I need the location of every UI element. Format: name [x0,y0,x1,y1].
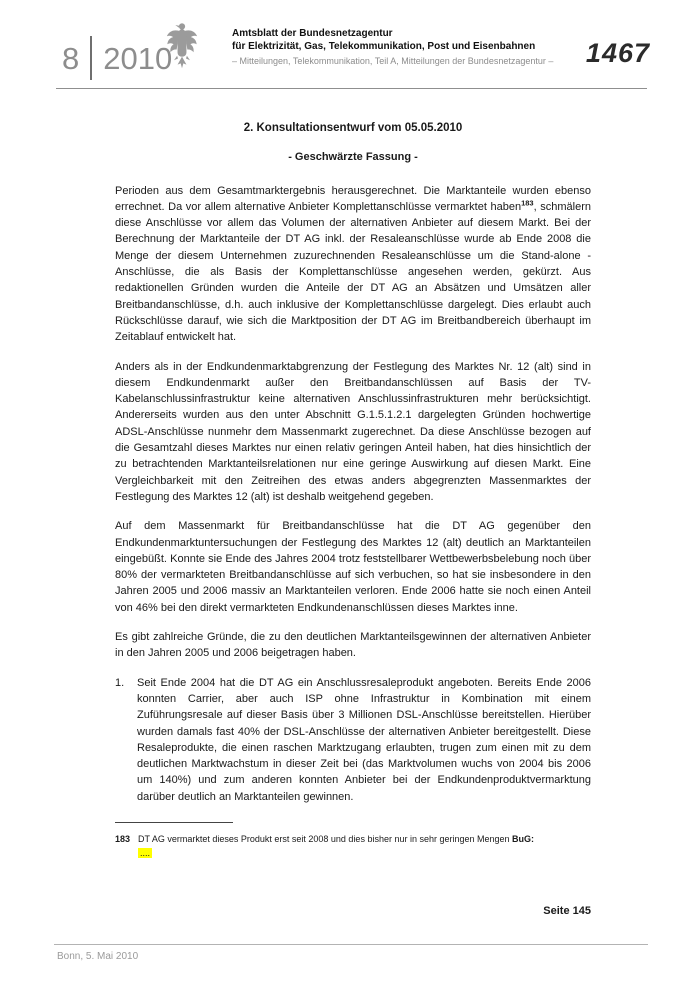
list-item-number: 1. [115,676,125,689]
paragraph-3: Auf dem Massenmarkt für Breitbandanschlüsse hat die DT AG gegenüber den Endkundenmarktuntersuchungen der Festlegung des Marktes 12 (alt) deutlich an Marktanteilen eingebüßt. Konnte sie Ende des Jahres 2004 trotz feststellbarer Wettbewerbsbelebung noch über 80% der vermarkteten Breitbandanschlüsse auf sich verbuchen, so hat sie insbesondere in den Jahren 2005 und 2006 massiv an Marktanteilen verloren. Ende 2006 hatte sie noch einen Anteil von 46% bei den direkt vermarkteten Endkundenanschlüssen dieses Marktes inne. [115,520,591,614]
footnote-183 [115,832,591,860]
issue-divider [90,36,92,80]
paragraph-1-text-after-ref: , schmälern diese Anschlüsse vor allem das Volumen der alternativen Anbieter auf diesem Markt. Bei der Berechnung der Marktanteile der DT AG inkl. der Resaleanschlüsse wurde ab Ende 2008 die Menge der diesem Unternehmen zuzurechnenden Resaleanschlüsse um die Stand-alone -Anschlüsse, die als Basis der Komplettanschlüsse angesehen werden, gekürzt. Aus redaktionellen Gründen wurden die Anteile der DT AG an Absätzen und Umsätzen aller Breitbandanschlüsse, d.h. auch inklusive der Komplettanschlüsse dargelegt. Dies erlaubt auch Rückschlüsse darauf, wie sich die Marktposition der DT AG im Breitbandbereich überhaupt im Zeitablauf entwickelt hat. [115,200,591,344]
section-line: – Mitteilungen, Telekommunikation, Teil A, Mitteilungen der Bundesnetzagentur – [232,56,554,66]
footnote-separator-rule [115,822,233,823]
footer-date: Bonn, 5. Mai 2010 [57,951,139,962]
footnote-bold-label: BuG: [512,834,535,844]
agency-title-line1: Amtsblatt der Bundesnetzagentur [232,28,393,39]
footnote-section [115,822,591,860]
paragraph-1-text-before-ref: Perioden aus dem Gesamtmarktergebnis herausgerechnet. Die Marktanteile wurden ebenso errechnet. Da vor allem alternative Anbieter Komplettanschlüsse vermarktet haben [115,184,591,213]
document-body [115,120,591,805]
footnote-number: 183 [115,834,131,844]
issue-number-block [62,36,172,80]
issue-number: 8 [62,40,80,76]
document-title: 2. Konsultationsentwurf vom 05.05.2010 [243,122,463,134]
list-item-1 [115,675,591,805]
header-page-number: 1467 [585,38,650,68]
paragraph-1 [115,183,591,346]
footnote-body [138,832,591,860]
list-item-text: Seit Ende 2004 hat die DT AG ein Anschlussresaleprodukt angeboten. Bereits Ende 2006 konnten Carrier, aber auch ISP ohne Infrastruktur in Kombination mit einem Zuführungsresale auf dieser Basis über 3 Millionen DSL-Anschlüsse bereitstellen. Hierüber wurden damals fast 40% der DSL-Anschlüsse der alternativen Anbieter bereitgestellt. Diese Resaleprodukte, die einen raschen Marktzugang erlaubten, trugen zum einen mit zu dem deutlichen Marktwachstum in dieser Zeit bei (das Marktvolumen wuchs von 2004 bis 2006 um 140%) und zum anderen konnten Anbieter bei der Endkundenproduktvermarktung darüber deutlich an Marktanteilen gewinnen. [137,676,591,803]
document-subtitle: - Geschwärzte Fassung - [288,151,418,164]
page-label: Seite 145 [543,905,591,917]
issue-year: 2010 [103,40,173,76]
header-divider-rule [56,88,647,89]
header-title-block [232,27,553,66]
redacted-highlight: .... [140,848,151,858]
paragraph-4: Es gibt zahlreiche Gründe, die zu den deutlichen Marktanteilsgewinnen der alternativen Anbieter in den Jahren 2005 und 2006 beigetragen haben. [115,631,591,660]
footnote-text: DT AG vermarktet dieses Produkt erst seit 2008 und dies bisher nur in sehr geringen Mengen [138,834,513,844]
footnote-reference-183: 183 [521,198,534,208]
paragraph-2: Anders als in der Endkundenmarktabgrenzung der Festlegung des Marktes Nr. 12 (alt) sind in diesem Endkundenmarkt außer den Breitbandanschlüssen auf Basis der TV-Kabelanschlussinfrastruktur keine alternativen Anschlussinfrastrukturen mehr berücksichtigt. Andererseits wurden aus den unter Abschnitt G.1.5.1.2.1 dargelegten Gründen hochwertige ADSL-Anschlüsse nunmehr dem Massenmarkt zugerechnet. Da diese Anschlüsse bezogen auf die Gesamtzahl dieses Marktes nur einen relativ geringen Anteil haben, hat dies hinsichtlich der zu betrachtenden Marktanteilsrelationen nur eine geringe Auswirkung auf diesen Markt. Eine Vergleichbarkeit mit den Zeitreihen des etwas anders abgegrenzten Massenmarktes der Festlegung des Marktes 12 (alt) ist deshalb weitgehend gegeben. [115,360,591,503]
agency-title-line2: für Elektrizität, Gas, Telekommunikation, Post und Eisenbahnen [232,41,536,52]
federal-eagle-icon [166,20,198,72]
footer-divider-rule [54,944,648,945]
